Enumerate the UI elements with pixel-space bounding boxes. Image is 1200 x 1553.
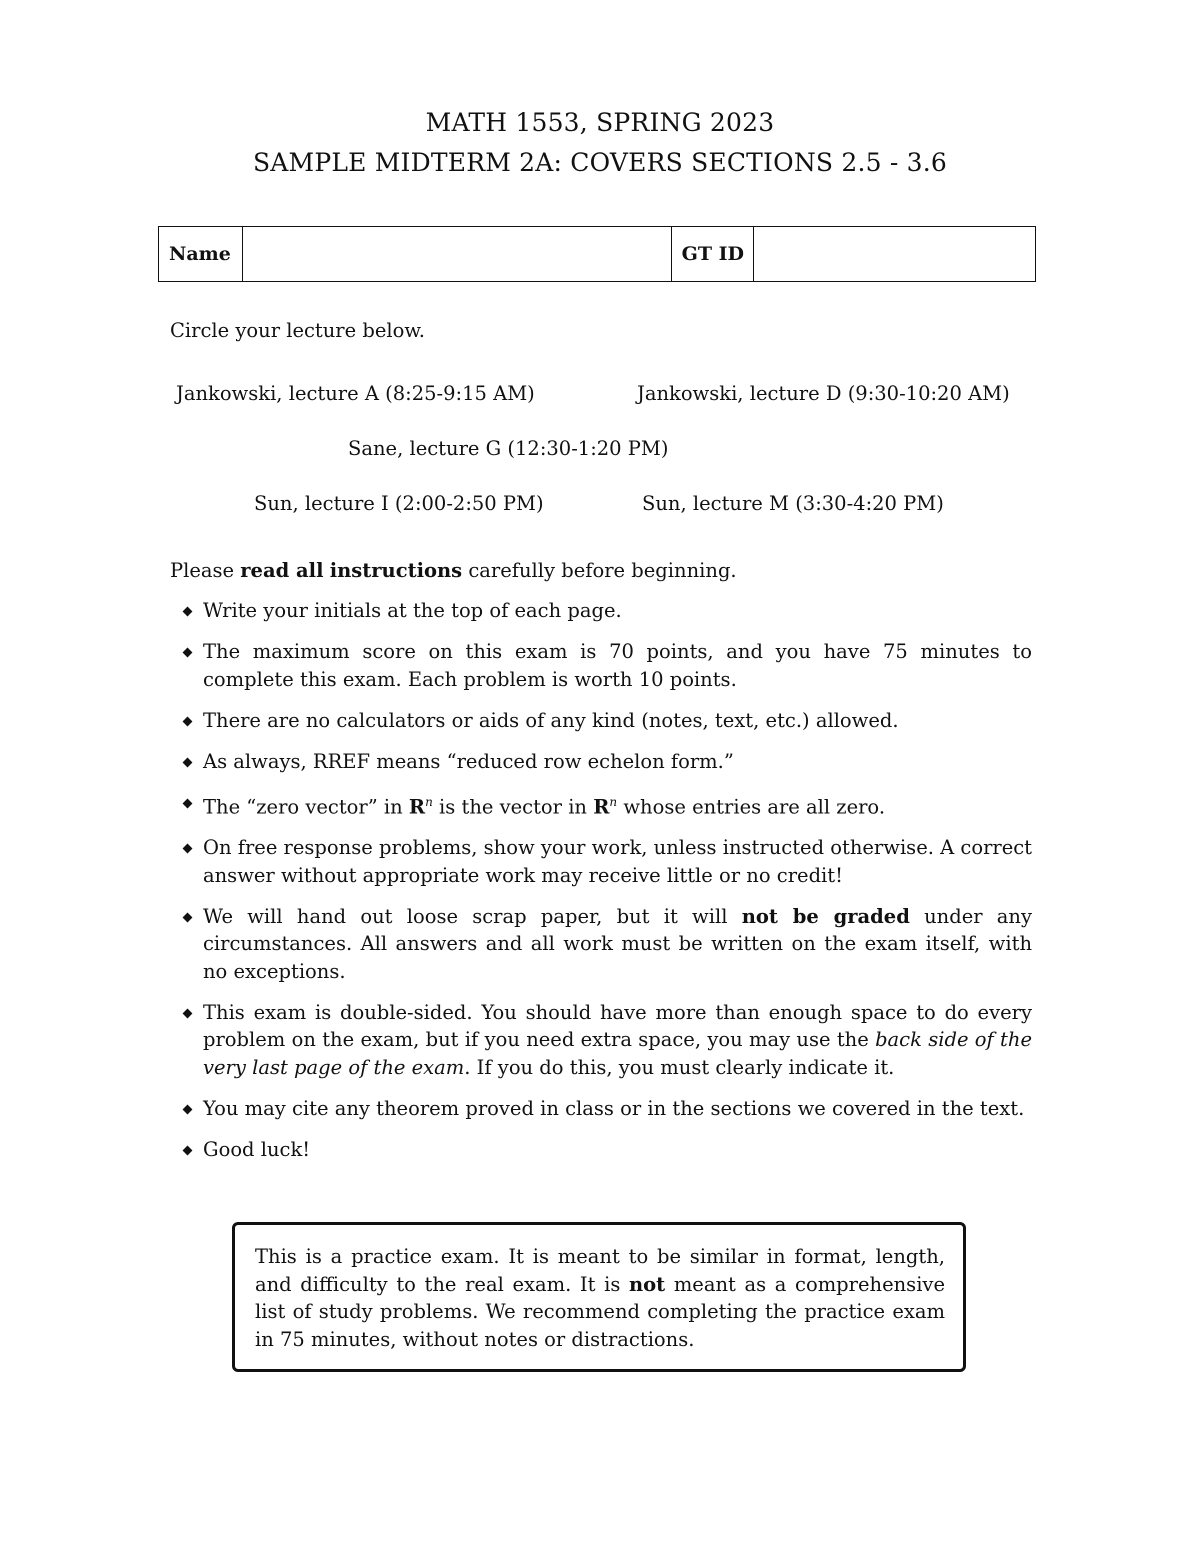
list-item [180,748,1032,776]
real-space-symbol: R [408,795,426,818]
gtid-field[interactable] [754,227,1036,282]
name-label: Name [159,227,243,282]
notice-bold-not: not [628,1272,666,1296]
instruction-text: whose entries are all zero. [617,795,886,818]
exam-title: SAMPLE MIDTERM 2A: COVERS SECTIONS 2.5 - 3.6 [252,148,948,177]
practice-exam-notice-box [232,1222,966,1372]
instruction-text: We will hand out loose scrap paper, but it will [203,904,742,928]
dimension-superscript: n [609,794,618,809]
list-item [180,597,1032,625]
notice-text-part: This is a practice exam. It is meant to be similar in format, length, and difficulty to the real exam. It is [255,1245,945,1296]
instruction-text: The maximum score on this exam is 70 points, and you have 75 minutes to complete this exam. Each problem is worth 10 points. [203,640,1032,691]
instruction-text: The “zero vector” in [203,795,409,818]
instruction-text: This exam is double-sided. You should have more than enough space to do every problem on the exam, but if you need extra space, you may use the [203,1000,1032,1051]
lecture-option-a[interactable]: Jankowski, lecture A (8:25-9:15 AM) [176,382,535,405]
intro-bold-instructions: instructions [329,559,463,582]
instruction-text: On free response problems, show your work, unless instructed otherwise. A correct answer without appropriate work may receive little or no credit! [203,836,1033,887]
list-item [180,707,1032,735]
lecture-option-i[interactable]: Sun, lecture I (2:00-2:50 PM) [254,492,544,515]
list-item [180,638,1032,693]
instruction-text: Write your initials at the top of each page. [203,599,622,622]
lecture-option-d[interactable]: Jankowski, lecture D (9:30-10:20 AM) [637,382,1010,405]
lecture-prompt: Circle your lecture below. [170,319,425,342]
gtid-label: GT ID [671,227,754,282]
instruction-text: under any circumstances. All answers and all work must be written on the exam itself, with no exceptions. [203,904,1032,983]
notice-text-part: meant as a comprehensive list of study problems. We recommend completing the practice exam in 75 minutes, without notes or distractions. [255,1272,945,1351]
intro-bold-read-all: read all [240,559,324,582]
intro-text: Please [170,559,241,582]
notice-text [255,1243,945,1353]
instruction-text: . If you do this, you must clearly indicate it. [464,1055,895,1079]
intro-text-end: carefully before beginning. [462,559,737,582]
dimension-superscript: n [425,794,433,809]
list-item [180,834,1032,889]
list-item [180,1136,1032,1164]
instruction-text: You may cite any theorem proved in class or in the sections we covered in the text. [203,1096,1025,1120]
instruction-text: Good luck! [203,1137,311,1161]
instruction-text: As always, RREF means “reduced row echelon form.” [203,749,734,773]
instruction-bold: not be graded [741,904,910,928]
course-title: MATH 1553, SPRING 2023 [425,108,775,137]
lecture-option-g[interactable]: Sane, lecture G (12:30-1:20 PM) [348,437,669,460]
real-space-symbol: R [593,795,610,818]
instructions-list [180,597,1032,1177]
student-id-table [158,226,1036,282]
instruction-text: is the vector in [432,795,594,818]
instruction-text: There are no calculators or aids of any kind (notes, text, etc.) allowed. [203,708,899,732]
list-item [180,1095,1032,1123]
name-field[interactable] [242,227,671,282]
instructions-intro [170,557,737,584]
list-item [180,999,1032,1082]
instruction-italic: back side of the very last page of the exam [203,1028,1032,1079]
list-item [180,789,1032,821]
list-item [180,903,1032,986]
lecture-option-m[interactable]: Sun, lecture M (3:30-4:20 PM) [642,492,944,515]
